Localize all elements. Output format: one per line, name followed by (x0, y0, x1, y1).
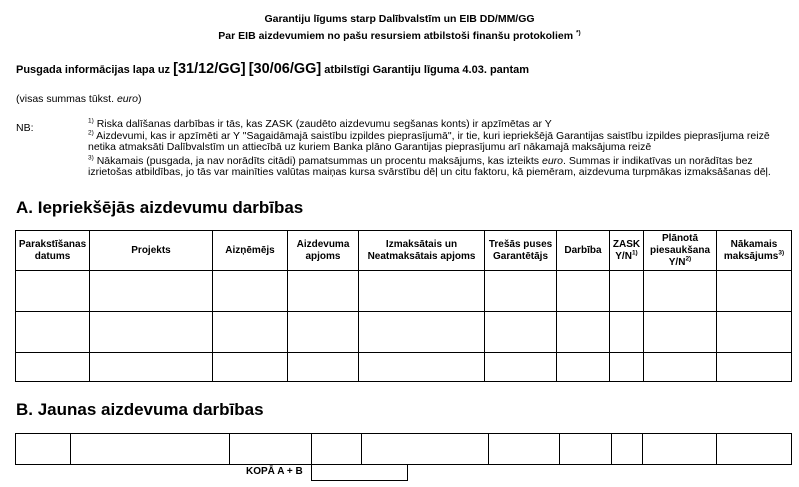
table-header-row (16, 231, 792, 271)
note-3-currency: euro (541, 155, 563, 167)
note-1-text: Riska dalīšanas darbības ir tās, kas ZASK (zaudēto aizdevumu segšanas konts) ir apzīmētas ar Y (96, 118, 552, 130)
table-cell[interactable] (362, 434, 489, 465)
column-header: Aizdevuma apjoms (288, 231, 359, 271)
column-header: Izmaksātais un Neatmaksātais apjoms (359, 231, 485, 271)
table-cell[interactable] (610, 353, 644, 382)
column-header: Nākamais maksājums$^{3)}$ (717, 231, 792, 271)
section-a-table (15, 230, 792, 382)
table-cell[interactable] (359, 271, 485, 312)
nb-note-1 (88, 119, 794, 130)
note-1-marker: 1) (88, 117, 94, 125)
subtitle-footnote-marker: *) (575, 29, 581, 37)
table-cell[interactable] (213, 312, 288, 353)
note-3-text-after: . Summas ir indikatīvas un norādītas bez izrietošas atbildības, jo tās var mainīties valūtas maiņas kursa svārstību dēļ un citu faktoru, kā piemēram, aizdevuma turpmākas izmaksāšanas dēļ. (88, 155, 771, 178)
section-b-table (15, 433, 792, 465)
table-cell[interactable] (359, 312, 485, 353)
column-header: Parakstīšanas datums (16, 231, 90, 271)
table-cell[interactable] (71, 434, 230, 465)
table-cell[interactable] (644, 353, 717, 382)
table-cell[interactable] (717, 434, 792, 465)
note-2-text: Aizdevumi, kas ir apzīmēti ar Y "Sagaidāmajā saistību izpildes pieprasījumā", ir tie, kuri iepriekšējā Garantijas saistību izpildes pieprasījuma reizē netika atmaksāti Dalībvalstīm un attiecībā uz kuriem Banka plāno Garantijas pieprasījumu arī nākamajā maksājuma reizē (88, 130, 770, 153)
info-prefix: Pusgada informācijas lapa uz (16, 64, 174, 76)
table-cell[interactable] (644, 312, 717, 353)
nb-note-3 (88, 156, 794, 178)
table-cell[interactable] (644, 271, 717, 312)
table-cell[interactable] (16, 353, 90, 382)
section-a-heading: A. Iepriekšējās aizdevumu darbības (16, 198, 304, 217)
total-label: KOPĀ A + B (246, 466, 303, 477)
table-cell[interactable] (560, 434, 612, 465)
info-suffix: atbilstīgi Garantiju līguma 4.03. pantam (321, 64, 530, 76)
column-header: Trešās puses Garantētājs (485, 231, 557, 271)
table-cell[interactable] (288, 271, 359, 312)
table-cell[interactable] (485, 271, 557, 312)
table-cell[interactable] (90, 353, 213, 382)
note-3-marker: 3) (88, 154, 94, 162)
table-row (16, 312, 792, 353)
table-cell[interactable] (213, 271, 288, 312)
section-b-heading: B. Jaunas aizdevuma darbības (16, 400, 264, 419)
table-cell[interactable] (485, 312, 557, 353)
table-cell[interactable] (643, 434, 717, 465)
table-cell[interactable] (312, 434, 362, 465)
table-cell[interactable] (16, 312, 90, 353)
column-header: Plānotā piesaukšana $Y/N^{2)}$ (644, 231, 717, 271)
table-cell[interactable] (485, 353, 557, 382)
total-value-field[interactable] (311, 464, 408, 481)
table-cell[interactable] (717, 312, 792, 353)
column-header: Projekts (90, 231, 213, 271)
table-cell[interactable] (16, 271, 90, 312)
table-cell[interactable] (610, 312, 644, 353)
table-cell[interactable] (489, 434, 560, 465)
table-cell[interactable] (288, 353, 359, 382)
table-cell[interactable] (557, 353, 610, 382)
column-header: Darbība (557, 231, 610, 271)
subtitle-text: Par EIB aizdevumiem no pašu resursiem atbilstoši finanšu protokoliem (218, 30, 574, 42)
document-subtitle (0, 30, 799, 42)
note-2-marker: 2) (88, 129, 94, 137)
table-cell[interactable] (557, 312, 610, 353)
table-cell[interactable] (717, 353, 792, 382)
note-3-text-before: Nākamais (pusgada, ja nav norādīts citādi) pamatsummas un procentu maksājums, kas izteikts (96, 155, 542, 167)
info-line (16, 61, 529, 77)
column-header: ZASK $Y/N^{1)}$ (610, 231, 644, 271)
table-cell[interactable] (717, 271, 792, 312)
column-header: Aizņēmējs (213, 231, 288, 271)
table-cell[interactable] (16, 434, 71, 465)
nb-note-2 (88, 131, 794, 153)
info-date-2: [30/06/GG] (248, 61, 322, 77)
document-title: Garantiju līgums starp Dalībvalstīm un EIB DD/MM/GG (264, 13, 535, 25)
amounts-note (16, 93, 141, 105)
table-cell[interactable] (90, 271, 213, 312)
table-cell[interactable] (213, 353, 288, 382)
table-row (16, 271, 792, 312)
table-cell[interactable] (90, 312, 213, 353)
table-cell[interactable] (359, 353, 485, 382)
amounts-prefix: (visas summas tūkst. (16, 93, 117, 105)
table-cell[interactable] (612, 434, 643, 465)
table-cell[interactable] (288, 312, 359, 353)
info-date-1: [31/12/GG] (173, 61, 246, 77)
table-cell[interactable] (610, 271, 644, 312)
table-cell[interactable] (230, 434, 312, 465)
table-cell[interactable] (557, 271, 610, 312)
table-row (16, 353, 792, 382)
nb-label: NB: (16, 122, 34, 134)
table-row (16, 434, 792, 465)
amounts-suffix: ) (137, 93, 142, 105)
amounts-currency: euro (116, 93, 138, 105)
